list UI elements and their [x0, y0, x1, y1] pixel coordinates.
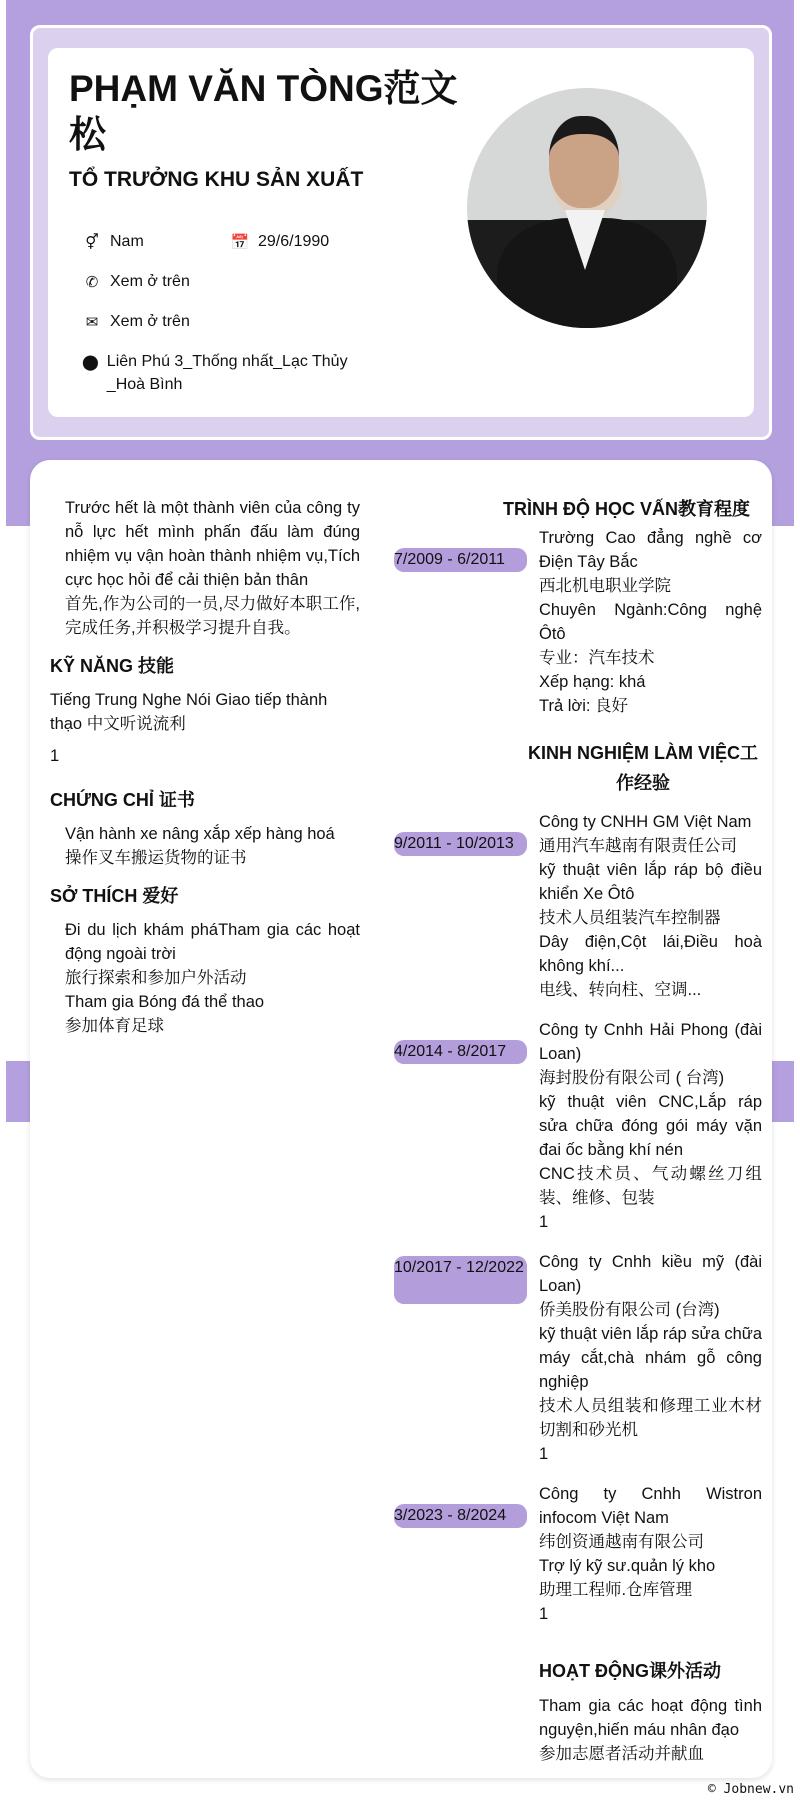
gender-icon: ⚥ [85, 233, 99, 251]
phone-value: Xem ở trên [110, 273, 190, 290]
envelope-icon: ✉ [85, 313, 99, 331]
candidate-name: PHẠM VĂN TÒNG范文松 [69, 68, 458, 155]
entry-text: Công ty Cnhh Wistron infocom Việt Nam 纬创资通越南有限公司 Trợ lý kỹ sư.quản lý kho 助理工程师.仓库管理 1 [539, 1485, 762, 1623]
education-heading: TRÌNH ĐỘ HỌC VẤN教育程度 [503, 499, 750, 519]
certificates-heading: CHỨNG CHỈ 证书 [50, 790, 195, 810]
activities-text: Tham gia các hoạt động tình nguyện,hiến máu nhân đạo 参加志愿者活动并献血 [539, 1697, 762, 1763]
calendar-icon: 📅 [230, 233, 250, 251]
email-row [82, 310, 190, 333]
right-column [394, 494, 762, 1766]
left-column [50, 496, 360, 1038]
skills-text: Tiếng Trung Nghe Nói Giao tiếp thành thạo 中文听说流利 [50, 691, 328, 733]
footer-credit: © Jobnew.vn [707, 1782, 794, 1797]
skills-heading: KỸ NĂNG 技能 [50, 656, 175, 676]
location-pin-icon: ⬤ [82, 353, 99, 371]
certificates-text: Vận hành xe nâng xắp xếp hàng hoá 操作叉车搬运货物的证书 [65, 825, 335, 867]
birthdate-value: 29/6/1990 [258, 233, 330, 250]
avatar [467, 88, 707, 328]
date-pill: 3/2023 - 8/2024 [394, 1504, 527, 1528]
date-pill: 4/2014 - 8/2017 [394, 1040, 527, 1064]
experience-entry [394, 1250, 762, 1466]
experience-entry [394, 1482, 762, 1626]
entry-text: Công ty Cnhh Hải Phong (đài Loan) 海封股份有限公司 ( 台湾) kỹ thuật viên CNC,Lắp ráp sửa chữa đóng gói máy vặn đai ốc bằng khí nén CNC技术员、气动螺丝刀组装、维修、包装 1 [539, 1021, 762, 1231]
side-band-right [770, 1061, 794, 1122]
gender-value: Nam [110, 233, 144, 250]
date-pill: 10/2017 - 12/2022 [394, 1256, 527, 1304]
email-value: Xem ở trên [110, 313, 190, 330]
side-band-left [6, 1061, 30, 1122]
phone-row [82, 270, 190, 293]
experience-heading: KINH NGHIỆM LÀM VIỆC工作经验 [527, 743, 758, 793]
experience-entry [394, 810, 762, 1002]
gender-row [82, 230, 144, 253]
job-title: TỔ TRƯỞNG KHU SẢN XUẤT [69, 168, 364, 191]
address-row [82, 350, 372, 396]
activities-heading: HOẠT ĐỘNG课外活动 [539, 1661, 721, 1681]
address-value: Liên Phú 3_Thống nhất_Lạc Thủy _Hoà Bình [106, 353, 348, 393]
experience-entry [394, 1018, 762, 1234]
date-pill: 9/2011 - 10/2013 [394, 832, 527, 856]
phone-icon: ✆ [85, 273, 99, 291]
entry-text: Công ty Cnhh kiều mỹ (đài Loan) 侨美股份有限公司 (台湾) kỹ thuật viên lắp ráp sửa chữa máy cắt,chà nhám gỗ công nghiệp 技术人员组装和修理工业木材切割和砂光机 1 [539, 1253, 762, 1463]
entry-text: Công ty CNHH GM Việt Nam 通用汽车越南有限责任公司 kỹ thuật viên lắp ráp bộ điều khiển Xe Ôtô 技术人员组装汽车控制器 Dây điện,Cột lái,Điều hoà không khí... 电线、转向柱、空调... [539, 813, 762, 999]
education-entry [394, 526, 762, 718]
date-pill: 7/2009 - 6/2011 [394, 548, 527, 572]
summary-text: Trước hết là một thành viên của công ty nỗ lực hết mình phấn đấu làm đúng nhiệm vụ vận hoàn thành nhiệm vụ,Tích cực học hỏi để cải thiện bản thân 首先,作为公司的一员,尽力做好本职工作,完成任务,并积极学习提升自我。 [65, 499, 360, 637]
entry-text: Trường Cao đẳng nghề cơ Điện Tây Bắc 西北机电职业学院 Chuyên Ngành:Công nghệ Ôtô 专业：汽车技术 Xếp hạng: khá Trả lời: 良好 [539, 529, 762, 715]
birthdate-row [230, 230, 329, 253]
skills-level: 1 [50, 747, 60, 765]
hobbies-heading: SỞ THÍCH 爱好 [50, 886, 179, 906]
hobbies-text: Đi du lịch khám pháTham gia các hoạt động ngoài trời 旅行探索和参加户外活动 Tham gia Bóng đá thể thao 参加体育足球 [65, 921, 360, 1035]
